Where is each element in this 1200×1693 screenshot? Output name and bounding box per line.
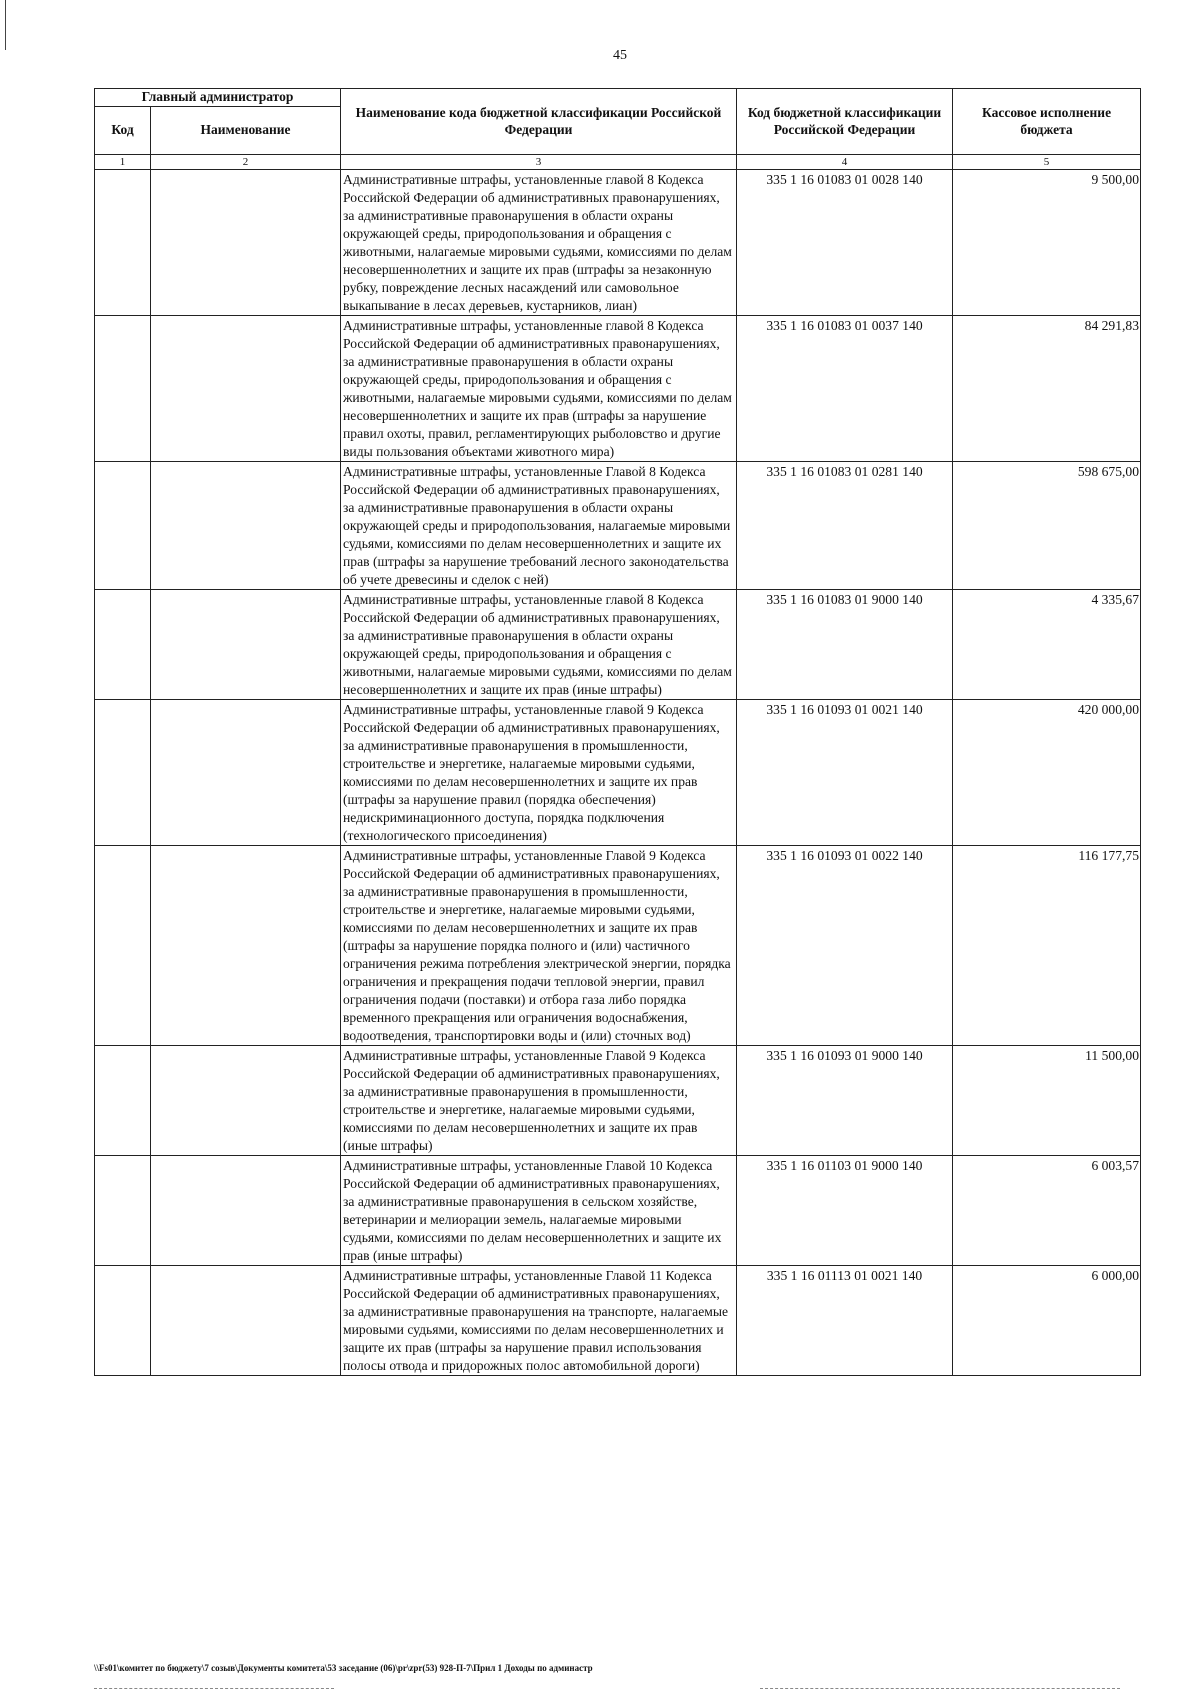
- header-name: Наименование: [151, 107, 341, 155]
- admin-name-cell: [151, 1046, 341, 1156]
- scan-edge-line: [5, 0, 6, 50]
- table-row: [95, 846, 1141, 1046]
- kbk-name-cell: Административные штрафы, установленные главой 8 Кодекса Российской Федерации об административных правонарушениях, за административные правонарушения в области охраны окружающей среды, природопользования и обращения с животными, налагаемые мировыми судьями, комиссиями по делам несовершеннолетних и защите их прав (штрафы за нарушение правил охоты, правил, регламентирующих рыболовство и другие виды пользования объектами животного мира): [341, 316, 737, 462]
- kbk-name-cell: Административные штрафы, установленные главой 8 Кодекса Российской Федерации об административных правонарушениях, за административные правонарушения в области охраны окружающей среды, природопользования и обращения с животными, налагаемые мировыми судьями, комиссиями по делам несовершеннолетних и защите их прав (штрафы за незаконную рубку, повреждение лесных насаждений или самовольное выкапывание в лесах деревьев, кустарников, лиан): [341, 170, 737, 316]
- revenue-table-container: [94, 88, 1140, 1376]
- admin-name-cell: [151, 316, 341, 462]
- kbk-code-cell: 335 1 16 01083 01 0037 140: [737, 316, 953, 462]
- amount-cell: 420 000,00: [953, 700, 1141, 846]
- kbk-name-cell: Административные штрафы, установленные Главой 9 Кодекса Российской Федерации об административных правонарушениях, за административные правонарушения в промышленности, строительстве и энергетике, налагаемые мировыми судьями, комиссиями по делам несовершеннолетних и защите их прав (иные штрафы): [341, 1046, 737, 1156]
- amount-cell: 11 500,00: [953, 1046, 1141, 1156]
- admin-code-cell: [95, 1156, 151, 1266]
- amount-cell: 4 335,67: [953, 590, 1141, 700]
- amount-cell: 84 291,83: [953, 316, 1141, 462]
- amount-cell: 9 500,00: [953, 170, 1141, 316]
- table-row: [95, 316, 1141, 462]
- admin-code-cell: [95, 462, 151, 590]
- kbk-code-cell: 335 1 16 01113 01 0021 140: [737, 1266, 953, 1376]
- column-number: 2: [151, 155, 341, 170]
- admin-name-cell: [151, 462, 341, 590]
- kbk-code-cell: 335 1 16 01093 01 0021 140: [737, 700, 953, 846]
- admin-code-cell: [95, 590, 151, 700]
- amount-cell: 6 000,00: [953, 1266, 1141, 1376]
- kbk-code-cell: 335 1 16 01083 01 0281 140: [737, 462, 953, 590]
- header-kbk-code: Код бюджетной классификации Российской Федерации: [737, 89, 953, 155]
- admin-name-cell: [151, 1266, 341, 1376]
- admin-name-cell: [151, 846, 341, 1046]
- table-body: [95, 170, 1141, 1376]
- footer-file-path: \\Fs01\комитет по бюджету\7 созыв\Документы комитета\53 заседание (06)\pr\zpr(53) 928-П-7\Прил 1 Доходы по админастр: [94, 1663, 593, 1673]
- table-row: [95, 700, 1141, 846]
- kbk-code-cell: 335 1 16 01103 01 9000 140: [737, 1156, 953, 1266]
- kbk-code-cell: 335 1 16 01083 01 9000 140: [737, 590, 953, 700]
- page-number: 45: [613, 48, 627, 63]
- admin-name-cell: [151, 170, 341, 316]
- scan-bottom-dash-right: [760, 1688, 1120, 1690]
- column-number: 1: [95, 155, 151, 170]
- table-row: [95, 1266, 1141, 1376]
- column-number: 4: [737, 155, 953, 170]
- table-row: [95, 590, 1141, 700]
- column-numbers-row: [95, 155, 1141, 170]
- amount-cell: 6 003,57: [953, 1156, 1141, 1266]
- kbk-name-cell: Административные штрафы, установленные Главой 8 Кодекса Российской Федерации об административных правонарушениях, за административные правонарушения в области охраны окружающей среды и природопользования, налагаемые мировыми судьями, комиссиями по делам несовершеннолетних и защите их прав (штрафы за нарушение требований лесного законодательства об учете древесины и сделок с ней): [341, 462, 737, 590]
- table-header: [95, 89, 1141, 170]
- kbk-code-cell: 335 1 16 01093 01 9000 140: [737, 1046, 953, 1156]
- header-kbk-name: Наименование кода бюджетной классификации Российской Федерации: [341, 89, 737, 155]
- admin-code-cell: [95, 700, 151, 846]
- amount-cell: 116 177,75: [953, 846, 1141, 1046]
- header-code: Код: [95, 107, 151, 155]
- revenue-table: [94, 88, 1141, 1376]
- table-row: [95, 1046, 1141, 1156]
- admin-code-cell: [95, 170, 151, 316]
- kbk-code-cell: 335 1 16 01093 01 0022 140: [737, 846, 953, 1046]
- kbk-name-cell: Административные штрафы, установленные Главой 11 Кодекса Российской Федерации об административных правонарушениях, за административные правонарушения на транспорте, налагаемые мировыми судьями, комиссиями по делам несовершеннолетних и защите их прав (штрафы за нарушение правил использования полосы отвода и придорожных полос автомобильной дороги): [341, 1266, 737, 1376]
- admin-name-cell: [151, 700, 341, 846]
- header-cash-execution: Кассовое исполнение бюджета: [953, 89, 1141, 155]
- kbk-name-cell: Административные штрафы, установленные Главой 10 Кодекса Российской Федерации об административных правонарушениях, за административные правонарушения в сельском хозяйстве, ветеринарии и мелиорации земель, налагаемые мировыми судьями, комиссиями по делам несовершеннолетних и защите их прав (иные штрафы): [341, 1156, 737, 1266]
- table-row: [95, 1156, 1141, 1266]
- admin-code-cell: [95, 316, 151, 462]
- admin-code-cell: [95, 1266, 151, 1376]
- header-chief-administrator: Главный администратор: [95, 89, 341, 107]
- column-number: 3: [341, 155, 737, 170]
- kbk-code-cell: 335 1 16 01083 01 0028 140: [737, 170, 953, 316]
- kbk-name-cell: Административные штрафы, установленные главой 9 Кодекса Российской Федерации об административных правонарушениях, за административные правонарушения в промышленности, строительстве и энергетике, налагаемые мировыми судьями, комиссиями по делам несовершеннолетних и защите их прав (штрафы за нарушение правил (порядка обеспечения) недискриминационного доступа, порядка подключения (технологического присоединения): [341, 700, 737, 846]
- admin-name-cell: [151, 1156, 341, 1266]
- amount-cell: 598 675,00: [953, 462, 1141, 590]
- admin-code-cell: [95, 1046, 151, 1156]
- scan-bottom-dash-left: [94, 1688, 334, 1690]
- column-number: 5: [953, 155, 1141, 170]
- table-row: [95, 462, 1141, 590]
- table-row: [95, 170, 1141, 316]
- kbk-name-cell: Административные штрафы, установленные Главой 9 Кодекса Российской Федерации об административных правонарушениях, за административные правонарушения в промышленности, строительстве и энергетике, налагаемые мировыми судьями, комиссиями по делам несовершеннолетних и защите их прав (штрафы за нарушение порядка полного и (или) частичного ограничения режима потребления электрической энергии, порядка ограничения и прекращения подачи тепловой энергии, правил ограничения подачи (поставки) и отбора газа либо порядка временного прекращения или ограничения водоснабжения, водоотведения, транспортировки воды и (или) сточных вод): [341, 846, 737, 1046]
- admin-code-cell: [95, 846, 151, 1046]
- admin-name-cell: [151, 590, 341, 700]
- kbk-name-cell: Административные штрафы, установленные главой 8 Кодекса Российской Федерации об административных правонарушениях, за административные правонарушения в области охраны окружающей среды, природопользования и обращения с животными, налагаемые мировыми судьями, комиссиями по делам несовершеннолетних и защите их прав (иные штрафы): [341, 590, 737, 700]
